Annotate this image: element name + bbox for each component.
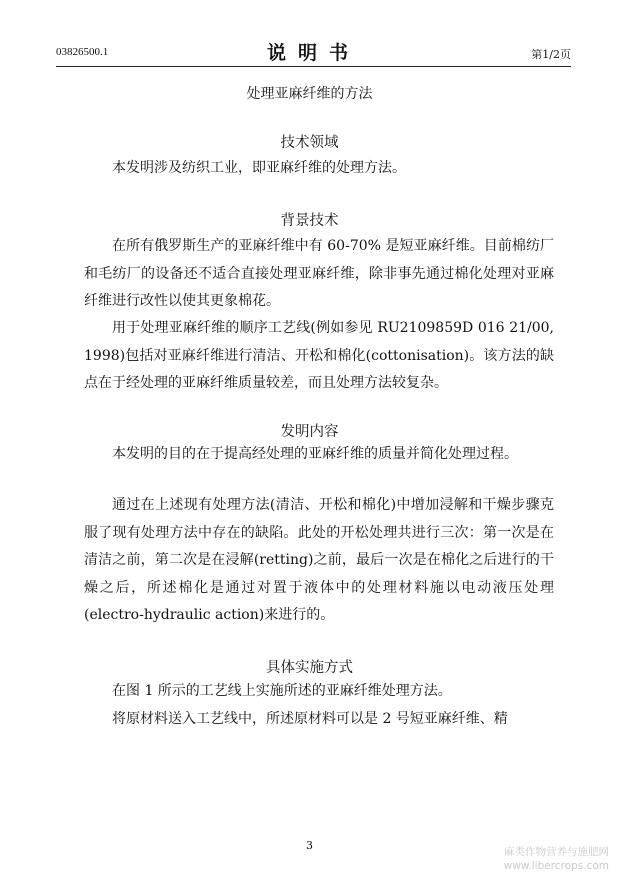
invention-title: 处理亚麻纤维的方法: [246, 86, 373, 102]
section-heading-embodiments: 具体实施方式: [266, 660, 353, 676]
page-header: [56, 38, 571, 64]
paragraph-background-1: 在所有俄罗斯生产的亚麻纤维中有 60-70% 是短亚麻纤维。目前棉纺厂和毛纺厂的设备还不适合直接处理亚麻纤维，除非事先通过棉化处理对亚麻纤维进行改性以使其更象棉花。: [84, 238, 554, 309]
watermark-line-1: 麻类作物营养与施肥网: [504, 846, 609, 858]
section-heading-technical-field: 技术领域: [280, 135, 339, 151]
doc-title: 说明书: [266, 42, 360, 64]
paragraph-technical-field: 本发明涉及纺织工业，即亚麻纤维的处理方法。: [112, 160, 406, 176]
paragraph-embodiments-1: 在图 1 所示的工艺线上实施所述的亚麻纤维处理方法。: [112, 683, 452, 699]
doc-number: 03826500.1: [56, 46, 109, 58]
site-watermark: [504, 845, 609, 873]
paragraph-summary-1: 本发明的目的在于提高经处理的亚麻纤维的质量并简化处理过程。: [112, 446, 518, 462]
paragraph-background-2: 用于处理亚麻纤维的顺序工艺线(例如参见 RU2109859D 016 21/00, 1998)包括对亚麻纤维进行清洁、开松和棉化(cottonisation)。该方法的缺点在于经处理的亚麻纤维质量较差，而且处理方法较复杂。: [84, 320, 554, 391]
page-number: 3: [306, 839, 313, 852]
page-indicator: 第1/2页: [531, 48, 571, 61]
watermark-line-2: www.libercrops.com: [503, 860, 609, 872]
header-divider: [56, 66, 571, 67]
paragraph-embodiments-2: 将原材料送入工艺线中，所述原材料可以是 2 号短亚麻纤维、精: [112, 711, 508, 727]
paragraph-summary-2: 通过在上述现有处理方法(清洁、开松和棉化)中增加浸解和干燥步骤克服了现有处理方法中存在的缺陷。此处的开松处理共进行三次：第一次是在清洁之前，第二次是在浸解(retting)之前，最后一次是在棉化之后进行的干燥之后，所述棉化是通过对置于液体中的处理材料施以电动液压处理(electro-hydraulic action)来进行的。: [84, 497, 554, 623]
section-heading-background: 背景技术: [280, 213, 339, 229]
section-heading-summary: 发明内容: [280, 424, 339, 440]
